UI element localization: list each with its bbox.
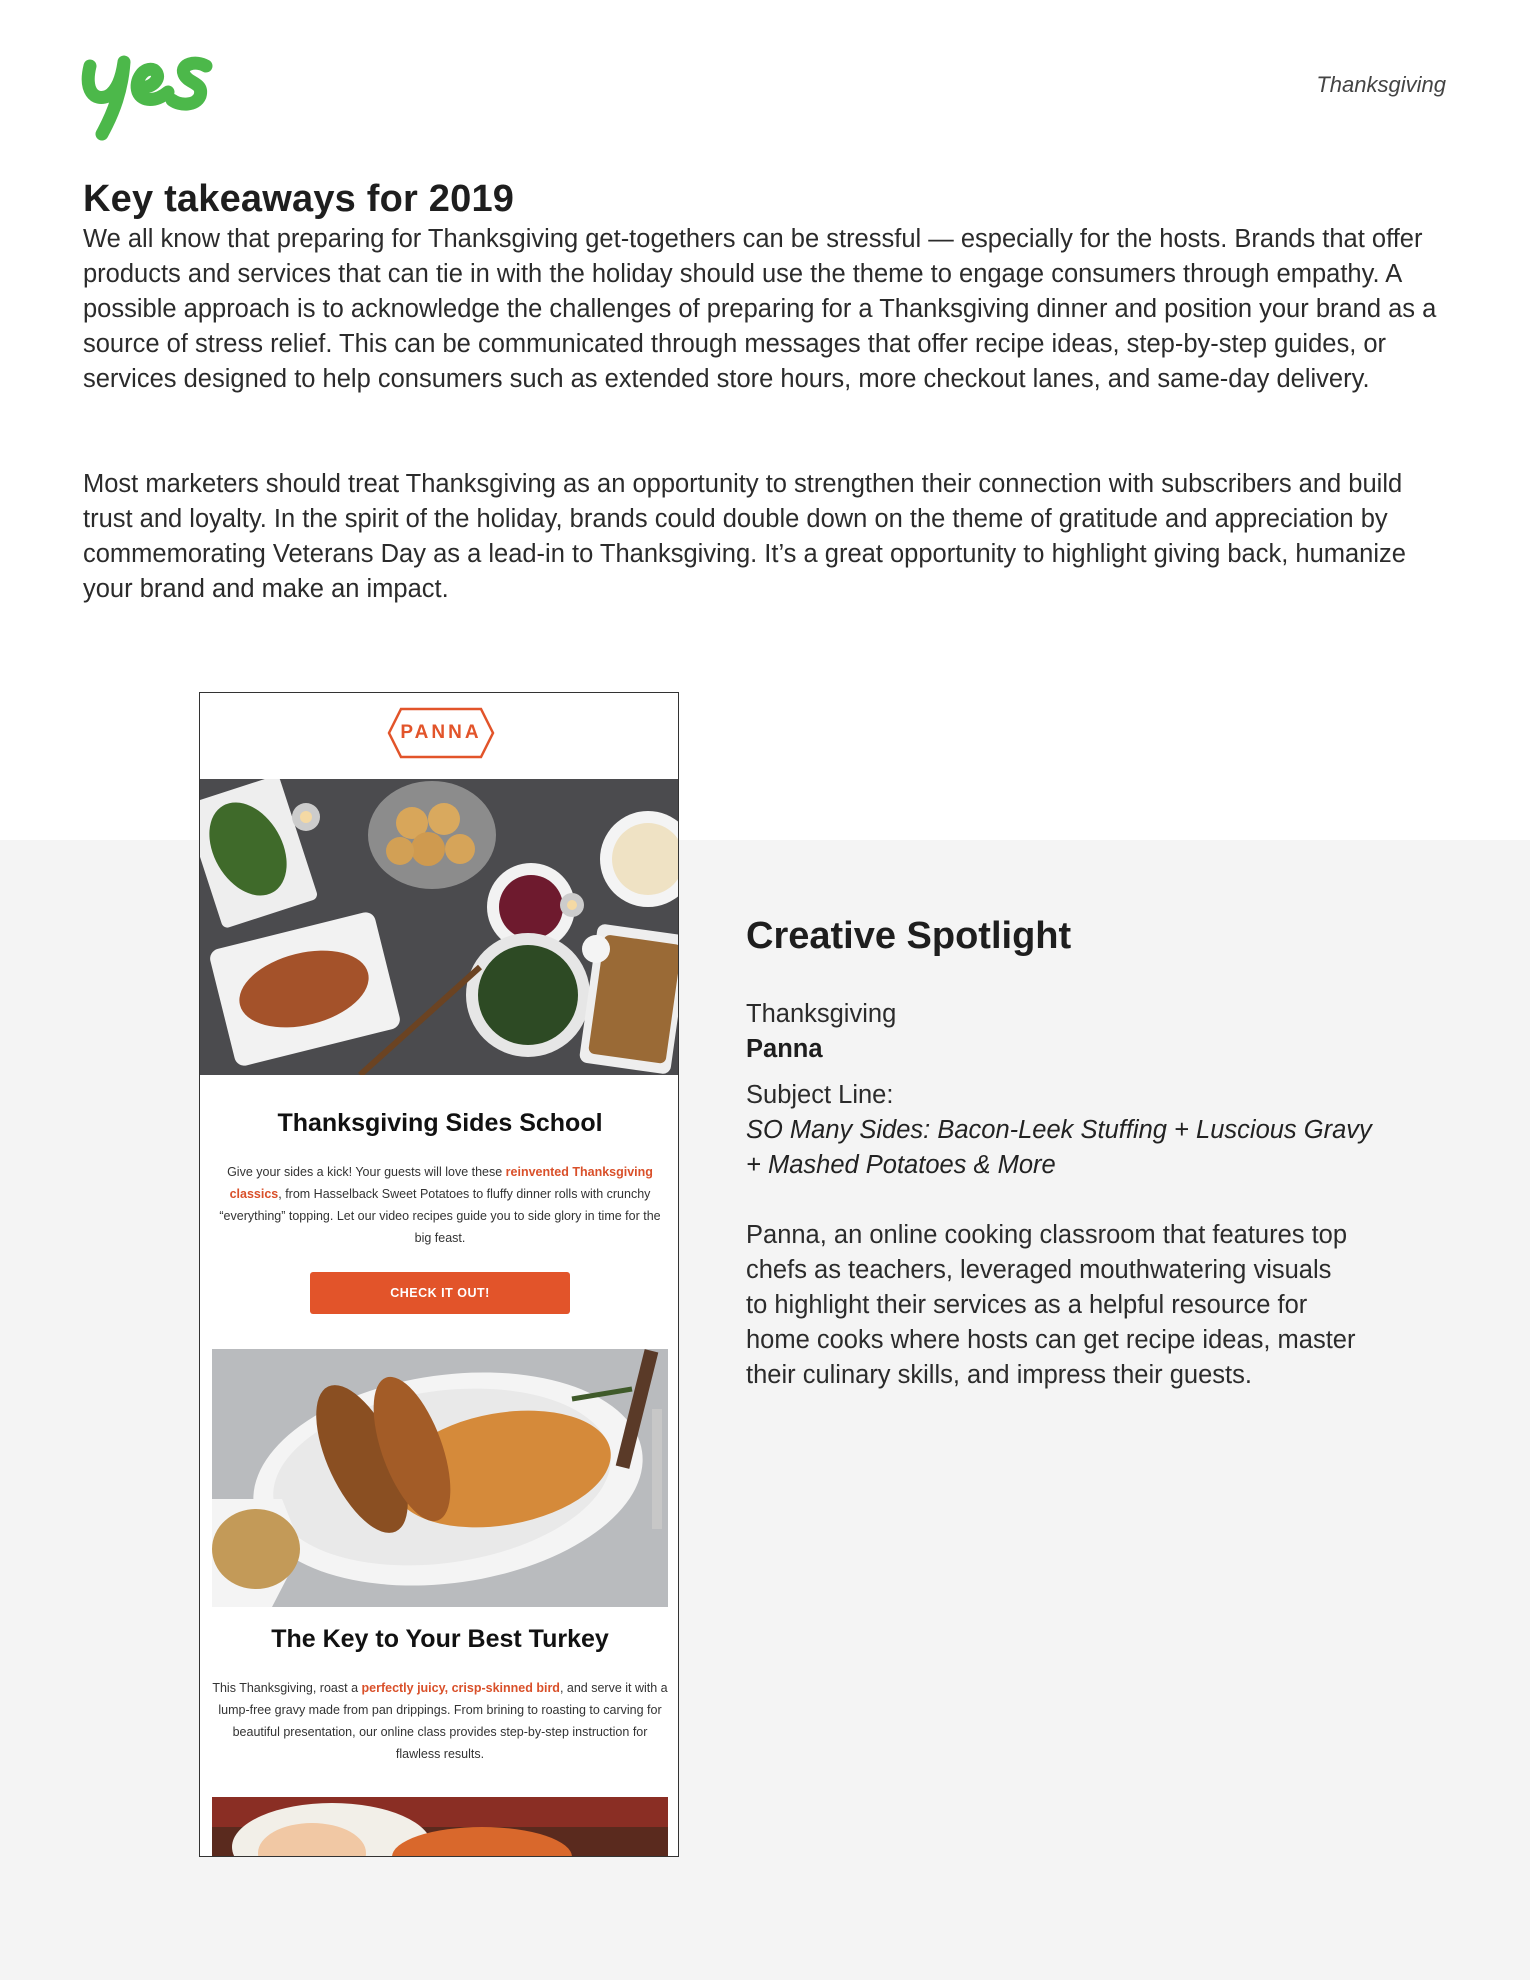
email-heading-turkey: The Key to Your Best Turkey xyxy=(271,1625,609,1653)
email-text-turkey-after: , and serve it with a lump-free gravy made from pan drippings. From brining to roasting to carving for beautiful presentation, our online class provides step-by-step instruction for flawless results. xyxy=(218,1681,668,1761)
check-it-out-button[interactable]: CHECK IT OUT! xyxy=(310,1272,570,1314)
dessert-photo xyxy=(212,1797,668,1857)
email-text-turkey-before: This Thanksgiving, roast a xyxy=(212,1681,362,1695)
subject-line: SO Many Sides: Bacon-Leek Stuffing + Luscious Gravy + Mashed Potatoes & More xyxy=(746,1116,1372,1179)
email-link-juicy-bird[interactable]: perfectly juicy, crisp-skinned bird xyxy=(361,1681,560,1695)
email-preview xyxy=(199,692,679,1857)
thanksgiving-sides-photo xyxy=(200,779,679,1075)
email-text-sides xyxy=(212,1161,668,1249)
roast-turkey-photo xyxy=(212,1349,668,1607)
yes-logo xyxy=(80,50,216,142)
takeaways-title: Key takeaways for 2019 xyxy=(83,178,515,220)
email-link-reinvented-classics[interactable]: reinvented Thanksgiving classics xyxy=(229,1165,653,1201)
panna-logo xyxy=(387,705,495,761)
spotlight-title: Creative Spotlight xyxy=(746,915,1072,957)
email-text-sides-after: , from Hasselback Sweet Potatoes to fluffy dinner rolls with crunchy “everything” topping. Let our video recipes guide you to side glory in time for the big feast. xyxy=(219,1187,661,1245)
panna-logo-text: PANNA xyxy=(400,722,482,743)
email-heading-sides: Thanksgiving Sides School xyxy=(277,1109,603,1137)
spotlight-brand: Panna xyxy=(746,1035,823,1063)
header-category-tag: Thanksgiving xyxy=(1316,72,1446,97)
takeaways-paragraph-1: We all know that preparing for Thanksgiving get-togethers can be stressful — especially for the hosts. Brands that offer products and services that can tie in with the holiday should use the theme to engage consumers through empathy. A possible approach is to acknowledge the challenges of preparing for a Thanksgiving dinner and position your brand as a source of stress relief. This can be communicated through messages that offer recipe ideas, step-by-step guides, or services designed to help consumers such as extended store hours, more checkout lanes, and same-day delivery. xyxy=(83,225,1437,393)
email-text-sides-before: Give your sides a kick! Your guests will love these xyxy=(227,1165,506,1179)
spotlight-category: Thanksgiving xyxy=(746,1000,897,1028)
spotlight-description: Panna, an online cooking classroom that features top chefs as teachers, leveraged mouthwatering visuals to highlight their services as a helpful resource for home cooks where hosts can get recipe ideas, master their culinary skills, and impress their guests. xyxy=(746,1221,1356,1389)
subject-line-label: Subject Line: xyxy=(746,1081,894,1109)
email-text-turkey xyxy=(212,1677,668,1765)
takeaways-paragraph-2: Most marketers should treat Thanksgiving as an opportunity to strengthen their connection with subscribers and build trust and loyalty. In the spirit of the holiday, brands could double down on the theme of gratitude and appreciation by commemorating Veterans Day as a lead-in to Thanksgiving. It’s a great opportunity to highlight giving back, humanize your brand and make an impact. xyxy=(83,470,1406,603)
